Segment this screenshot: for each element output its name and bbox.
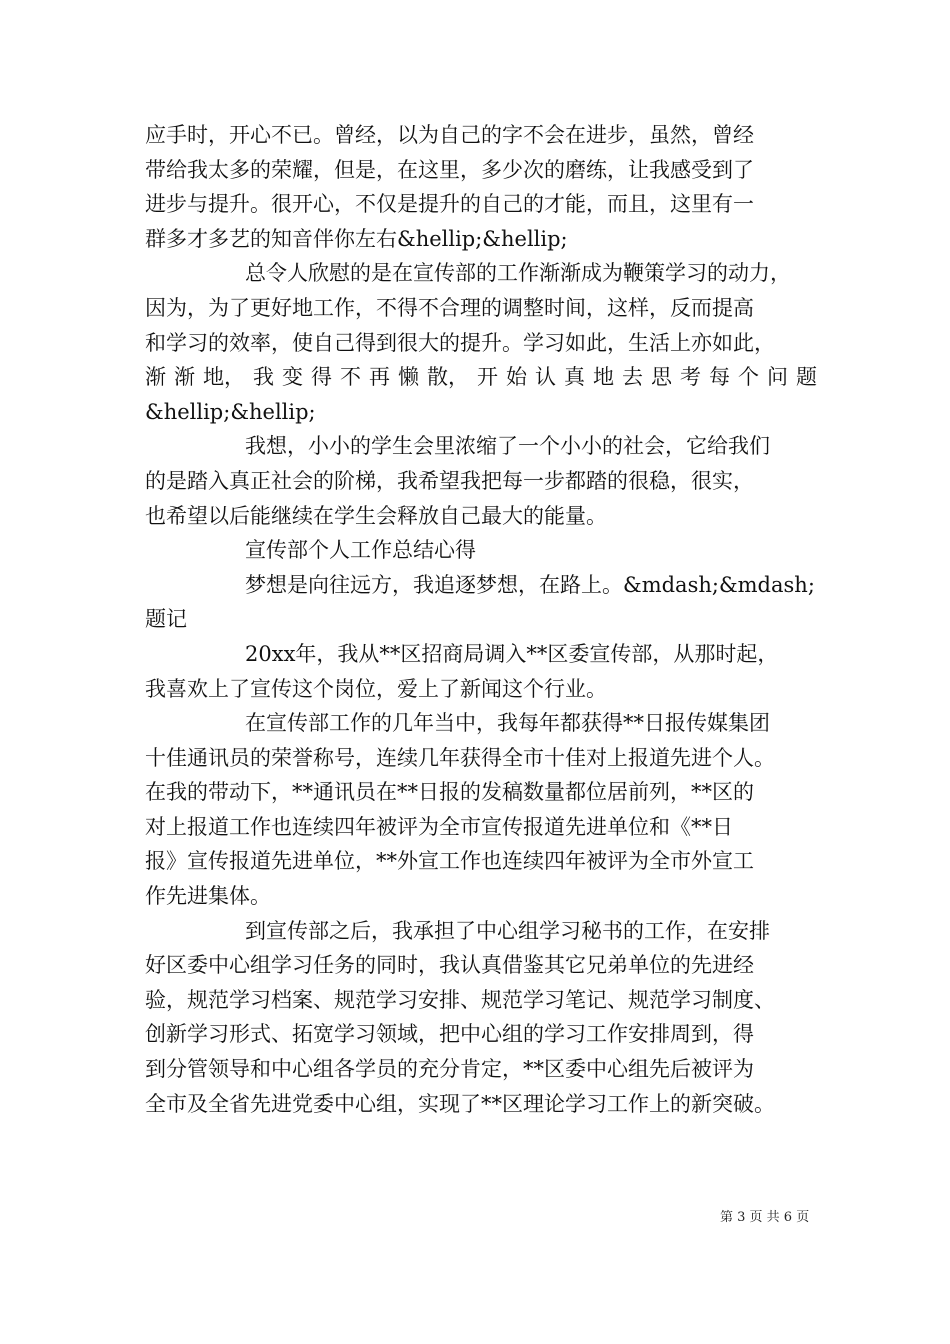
text-line: 作先进集体。 <box>145 884 271 909</box>
text-line: 报》宣传报道先进单位，**外宣工作也连续四年被评为全市外宣工 <box>145 849 754 874</box>
justified-glyph: 真 <box>564 365 585 390</box>
justified-glyph: 开 <box>477 365 498 390</box>
justified-glyph: 渐 <box>174 365 195 390</box>
text-line: 到分管领导和中心组各学员的充分肯定，**区委中心组先后被评为 <box>145 1057 754 1082</box>
justified-glyph: 始 <box>506 365 527 390</box>
text-line: 创新学习形式、拓宽学习领域，把中心组的学习工作安排周到，得 <box>145 1022 754 1047</box>
text-line: 总令人欣慰的是在宣传部的工作渐渐成为鞭策学习的动力， <box>245 261 791 286</box>
text-line: 在我的带动下，**通讯员在**日报的发稿数量都位居前列，**区的 <box>145 780 754 805</box>
justified-glyph: 再 <box>369 365 390 390</box>
text-line: 我喜欢上了宣传这个岗位，爱上了新闻这个行业。 <box>145 676 607 701</box>
justified-glyph: 去 <box>622 365 643 390</box>
justified-glyph: 渐 <box>145 365 166 390</box>
section-heading: 宣传部个人工作总结心得 <box>245 538 476 563</box>
text-line: 应手时，开心不已。曾经，以为自己的字不会在进步，虽然，曾经 <box>145 123 754 147</box>
text-line: 十佳通讯员的荣誉称号，连续几年获得全市十佳对上报道先进个人。 <box>145 745 775 770</box>
justified-glyph: 散， <box>427 365 469 390</box>
text-line: 带给我太多的荣耀，但是，在这里，多少次的磨练，让我感受到了 <box>145 157 754 182</box>
text-line: 和学习的效率，使自己得到很大的提升。学习如此，生活上亦如此， <box>145 330 775 355</box>
text-line: 进步与提升。很开心，不仅是提升的自己的才能，而且，这里有一 <box>145 192 754 217</box>
text-line-justified <box>145 360 817 395</box>
epigraph-line: 题记 <box>145 607 187 632</box>
text-line: 也希望以后能继续在学生会释放自己最大的能量。 <box>145 503 607 528</box>
text-line: 全市及全省先进党委中心组，实现了**区理论学习工作上的新突破。 <box>145 1091 775 1116</box>
justified-glyph: 懒 <box>398 365 419 390</box>
text-line: 我想，小小的学生会里浓缩了一个小小的社会，它给我们 <box>245 434 770 459</box>
justified-glyph: 地 <box>593 365 614 390</box>
page-number: 第 3 页 共 6 页 <box>720 1210 810 1225</box>
justified-glyph: 地， <box>203 365 245 390</box>
text-line: 好区委中心组学习任务的同时，我认真借鉴其它兄弟单位的先进经 <box>145 953 754 978</box>
text-line: 在宣传部工作的几年当中，我每年都获得**日报传媒集团 <box>245 711 770 736</box>
justified-glyph: 个 <box>738 365 759 390</box>
epigraph-line: 梦想是向往远方，我追逐梦想，在路上。&mdash;&mdash; <box>245 572 815 597</box>
justified-glyph: 思 <box>651 365 672 390</box>
justified-glyph: 我 <box>253 365 274 390</box>
text-line: 20xx年，我从**区招商局调入**区委宣传部，从那时起， <box>245 641 779 666</box>
justified-glyph: 变 <box>282 365 303 390</box>
justified-glyph: 问 <box>767 365 788 390</box>
justified-glyph: 每 <box>709 365 730 390</box>
justified-glyph: 得 <box>311 365 332 390</box>
justified-glyph: 不 <box>340 365 361 390</box>
text-line: 对上报道工作也连续四年被评为全市宣传报道先进单位和《**日 <box>145 814 733 839</box>
justified-glyph: 题 <box>796 365 817 390</box>
document-body <box>145 118 825 1121</box>
text-line: 的是踏入真正社会的阶梯，我希望我把每一步都踏的很稳，很实， <box>145 468 754 493</box>
text-line: 到宣传部之后，我承担了中心组学习秘书的工作，在安排 <box>245 918 770 943</box>
justified-glyph: 考 <box>680 365 701 390</box>
text-line: 因为，为了更好地工作，不得不合理的调整时间，这样，反而提高 <box>145 295 754 320</box>
text-line: 群多才多艺的知音伴你左右&hellip;&hellip; <box>145 226 568 251</box>
text-line: 验，规范学习档案、规范学习安排、规范学习笔记、规范学习制度、 <box>145 987 775 1012</box>
justified-glyph: 认 <box>535 365 556 390</box>
text-line: &hellip;&hellip; <box>145 399 316 424</box>
